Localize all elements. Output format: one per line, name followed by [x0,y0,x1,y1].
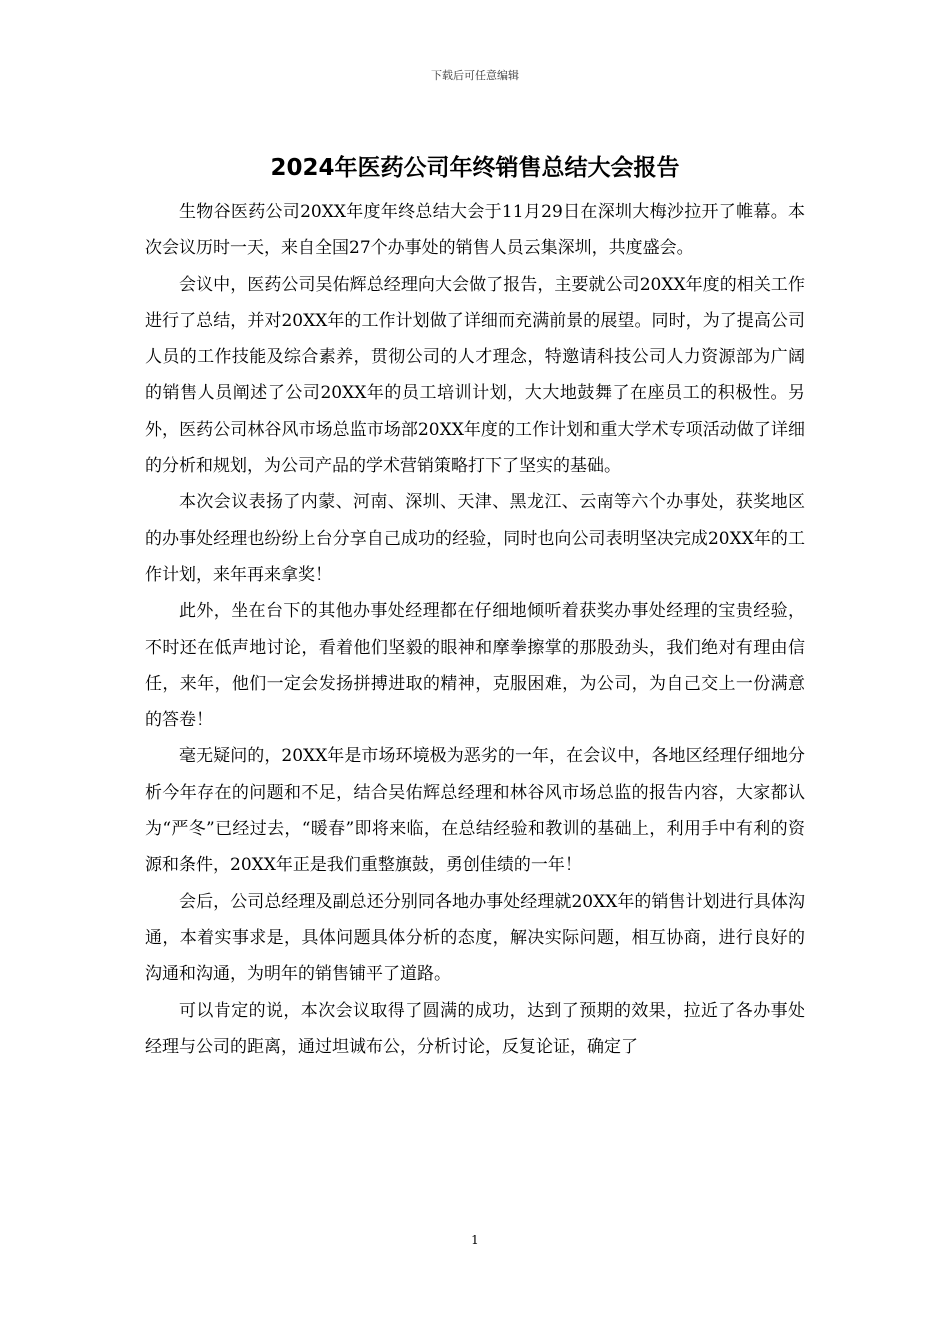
header-note: 下载后可任意编辑 [431,69,519,82]
paragraph: 会议中，医药公司吴佑辉总经理向大会做了报告，主要就公司20XX年度的相关工作进行了总结，并对20XX年的工作计划做了详细而充满前景的展望。同时，为了提高公司人员的工作技能及综合素养，贯彻公司的人才理念，特邀请科技公司人力资源部为广阔的销售人员阐述了公司20XX年的员工培训计划，大大地鼓舞了在座员工的积极性。另外，医药公司林谷风市场总监市场部20XX年度的工作计划和重大学术专项活动做了详细的分析和规划，为公司产品的学术营销策略打下了坚实的基础。 [145,274,805,477]
paragraph: 本次会议表扬了内蒙、河南、深圳、天津、黑龙江、云南等六个办事处，获奖地区的办事处经理也纷纷上台分享自己成功的经验，同时也向公司表明坚决完成20XX年的工作计划，来年再来拿奖！ [145,492,805,585]
paragraph: 毫无疑问的，20XX年是市场环境极为恶劣的一年，在会议中，各地区经理仔细地分析今年存在的问题和不足，结合吴佑辉总经理和林谷风市场总监的报告内容，大家都认为“严冬”已经过去，“暖春”即将来临，在总结经验和教训的基础上，利用手中有利的资源和条件，20XX年正是我们重整旗鼓，勇创佳绩的一年！ [145,746,805,876]
page-number: 1 [471,1233,479,1247]
paragraph: 可以肯定的说，本次会议取得了圆满的成功，达到了预期的效果，拉近了各办事处经理与公司的距离，通过坦诚布公，分析讨论，反复论证，确定了 [145,1000,805,1057]
document-body [145,194,805,1065]
paragraph: 生物谷医药公司20XX年度年终总结大会于11月29日在深圳大梅沙拉开了帷幕。本次会议历时一天，来自全国27个办事处的销售人员云集深圳，共度盛会。 [145,202,805,259]
paragraph: 此外，坐在台下的其他办事处经理都在仔细地倾听着获奖办事处经理的宝贵经验，不时还在低声地讨论，看着他们坚毅的眼神和摩拳擦掌的那股劲头，我们绝对有理由信任，来年，他们一定会发扬拼搏进取的精神，克服困难，为公司，为自己交上一份满意的答卷！ [145,601,805,731]
document-title: 2024年医药公司年终销售总结大会报告 [270,155,680,181]
paragraph: 会后，公司总经理及副总还分别同各地办事处经理就20XX年的销售计划进行具体沟通，本着实事求是，具体问题具体分析的态度，解决实际问题，相互协商，进行良好的沟通和沟通，为明年的销售铺平了道路。 [145,891,805,985]
